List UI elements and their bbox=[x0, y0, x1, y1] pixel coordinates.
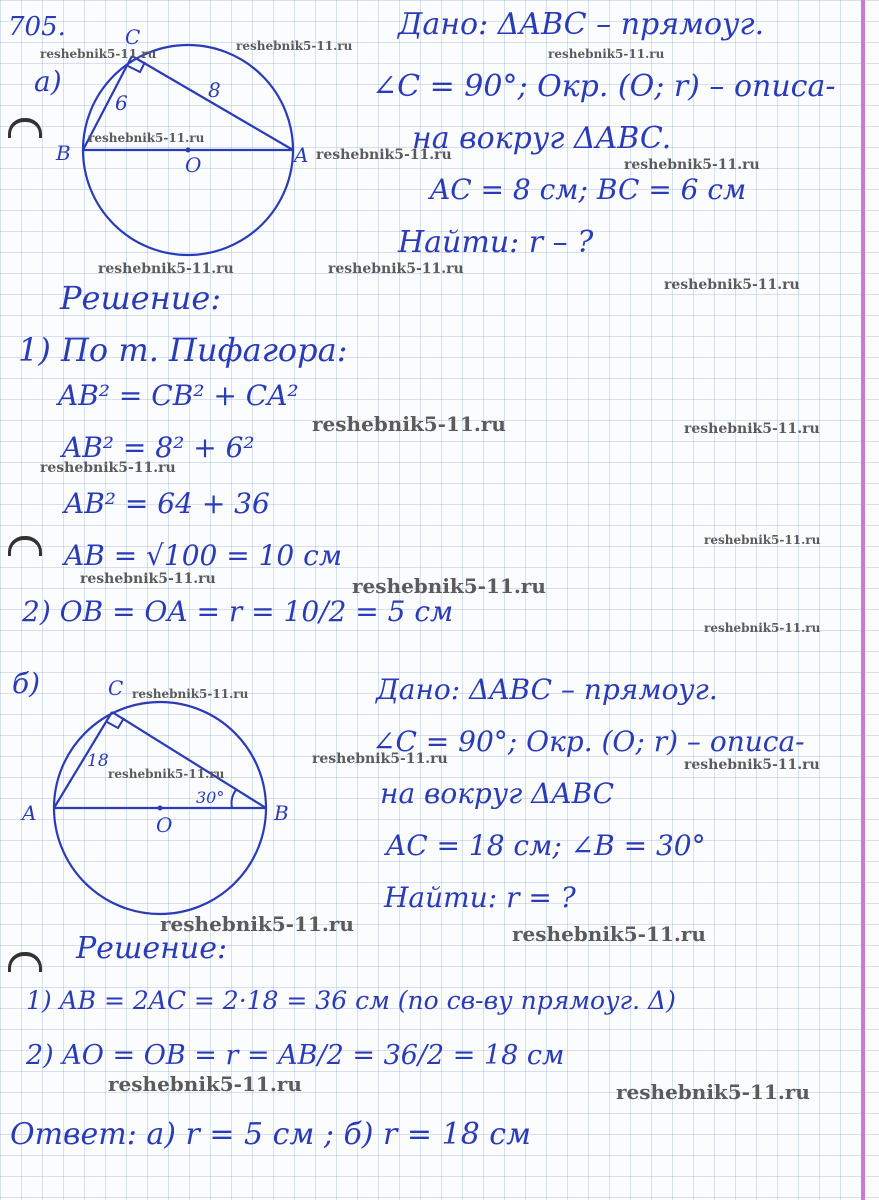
solution-a-title: Решение: bbox=[60, 279, 222, 317]
watermark: reshebnik5-11.ru bbox=[704, 533, 821, 547]
watermark: reshebnik5-11.ru bbox=[684, 757, 820, 773]
solution-b-step-1: 1) AB = 2AC = 2·18 = 36 см (по св-ву прямоуг. Δ) bbox=[26, 986, 676, 1015]
label-b-a: B bbox=[56, 141, 71, 165]
label-b-b: B bbox=[274, 801, 289, 825]
watermark: reshebnik5-11.ru bbox=[40, 47, 157, 61]
solution-b-title: Решение: bbox=[76, 931, 228, 966]
part-b-label: б) bbox=[12, 667, 41, 700]
given-a-line-2: ∠C = 90°; Окр. (O; r) – описа- bbox=[372, 69, 836, 104]
side-cb-b bbox=[112, 712, 266, 808]
watermark: reshebnik5-11.ru bbox=[132, 687, 249, 701]
watermark: reshebnik5-11.ru bbox=[316, 147, 452, 163]
given-a-line-1: Дано: ΔABC – прямоуг. bbox=[398, 7, 765, 42]
label-a-b: A bbox=[22, 801, 37, 825]
part-a-label: а) bbox=[34, 65, 62, 98]
watermark: reshebnik5-11.ru bbox=[684, 421, 820, 437]
watermark: reshebnik5-11.ru bbox=[664, 277, 800, 293]
given-b-line-1: Дано: ΔABC – прямоуг. bbox=[376, 673, 718, 706]
given-b-line-2: ∠C = 90°; Окр. (O; r) – описа- bbox=[372, 725, 805, 758]
watermark: reshebnik5-11.ru bbox=[512, 922, 706, 946]
watermark: reshebnik5-11.ru bbox=[312, 751, 448, 767]
given-b-line-3: на вокруг ΔABC bbox=[380, 777, 615, 810]
label-side-ac-b: 18 bbox=[87, 751, 109, 771]
label-angle-b: 30° bbox=[196, 788, 225, 807]
label-c-a: C bbox=[125, 25, 141, 49]
solution-a-step-6: 2) OB = OA = r = 10/2 = 5 см bbox=[22, 595, 454, 628]
label-o-b: O bbox=[156, 813, 173, 837]
watermark: reshebnik5-11.ru bbox=[548, 47, 665, 61]
label-c-b: C bbox=[108, 676, 124, 700]
given-b-line-4: AC = 18 см; ∠B = 30° bbox=[386, 829, 706, 862]
center-dot-a bbox=[186, 148, 191, 153]
watermark: reshebnik5-11.ru bbox=[352, 574, 546, 598]
label-o-a: O bbox=[185, 153, 202, 177]
given-a-line-5: Найти: r – ? bbox=[398, 225, 594, 260]
label-side-ac-a: 8 bbox=[208, 78, 221, 102]
watermark: reshebnik5-11.ru bbox=[40, 460, 176, 476]
watermark: reshebnik5-11.ru bbox=[616, 1080, 810, 1104]
watermark: reshebnik5-11.ru bbox=[624, 157, 760, 173]
right-angle-mark-a bbox=[128, 62, 145, 72]
given-a-line-4: AC = 8 см; BC = 6 см bbox=[430, 173, 747, 206]
solution-a-step-4: AB² = 64 + 36 bbox=[64, 487, 270, 520]
problem-number: 705. bbox=[8, 12, 66, 42]
watermark: reshebnik5-11.ru bbox=[80, 571, 216, 587]
label-a-a: A bbox=[294, 143, 309, 167]
solution-a-step-5: AB = √100 = 10 см bbox=[64, 539, 343, 572]
watermark: reshebnik5-11.ru bbox=[160, 912, 354, 936]
solution-a-step-1: 1) По т. Пифагора: bbox=[18, 331, 348, 369]
given-b-line-5: Найти: r = ? bbox=[384, 881, 576, 914]
solution-b-step-2: 2) AO = OB = r = AB/2 = 36/2 = 18 см bbox=[26, 1040, 565, 1071]
watermark: reshebnik5-11.ru bbox=[312, 412, 506, 436]
answer: Ответ: а) r = 5 см ; б) r = 18 см bbox=[10, 1117, 531, 1152]
angle-arc-b bbox=[232, 790, 237, 808]
watermark: reshebnik5-11.ru bbox=[236, 39, 353, 53]
watermark: reshebnik5-11.ru bbox=[704, 621, 821, 635]
center-dot-b bbox=[158, 806, 163, 811]
solution-a-step-3: AB² = 8² + 6² bbox=[62, 431, 255, 464]
solution-a-step-2: AB² = CB² + CA² bbox=[58, 379, 299, 412]
figure-b bbox=[20, 676, 289, 914]
right-angle-mark-b bbox=[107, 718, 124, 728]
watermark: reshebnik5-11.ru bbox=[108, 767, 225, 781]
watermark: reshebnik5-11.ru bbox=[328, 261, 464, 277]
watermark: reshebnik5-11.ru bbox=[88, 131, 205, 145]
watermark: reshebnik5-11.ru bbox=[98, 261, 234, 277]
label-side-bc-a: 6 bbox=[115, 91, 128, 115]
watermark: reshebnik5-11.ru bbox=[108, 1072, 302, 1096]
given-a-line-3: на вокруг ΔABC. bbox=[412, 121, 672, 156]
